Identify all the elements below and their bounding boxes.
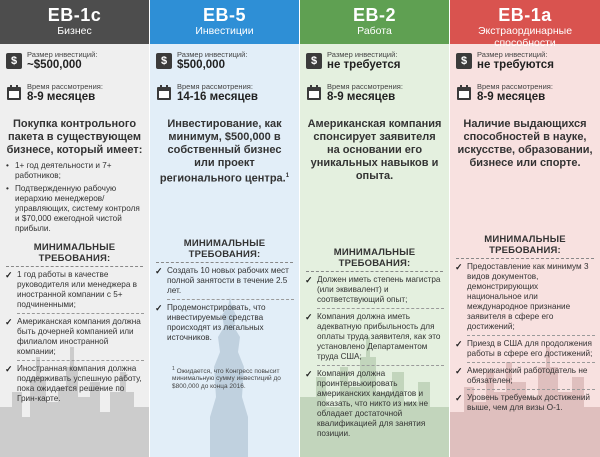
investment-value: ~$500,000 — [27, 59, 82, 71]
requirement-item: ✓ Создать 10 новых рабочих мест полной занятости в течение 2.5 лет. — [167, 266, 294, 300]
column-header — [450, 0, 600, 49]
requirement-item: ✓ Продемонстрировать, что инвестируемые средства происходят из легальных источников. — [155, 302, 266, 342]
dollar-icon: $ — [456, 53, 472, 69]
visa-subtitle: Экстраординарные способности — [477, 25, 573, 49]
review-time-label: Время рассмотрения: — [27, 82, 103, 91]
investment-info — [0, 50, 149, 80]
check-icon: ✓ — [155, 302, 163, 313]
requirements-list — [0, 267, 149, 407]
investment-value: $500,000 — [177, 59, 225, 71]
requirements-list — [300, 272, 449, 442]
requirement-item: ✓ Американский работодатель не обязателен; — [467, 366, 595, 390]
description-bullet: • 1+ год деятельности и 7+ работников; — [15, 161, 143, 181]
requirement-item: ✓ Приезд в США для продолжения работы в сфере его достижений; — [467, 339, 595, 363]
visa-code: EB-1a — [498, 5, 552, 25]
check-icon: ✓ — [455, 262, 463, 272]
visa-code: EB-2 — [352, 5, 396, 25]
review-time-info — [0, 82, 149, 110]
review-time-info — [450, 82, 600, 110]
requirement-item: ✓ Компания должна проинтервьюировать американских кандидатов и показать, что никто из них не обладает достаточной квалификацией для занятия позиции. — [305, 369, 429, 438]
visa-description: Покупка контрольного пакета в существующем бизнесе, который имеет: — [6, 118, 143, 156]
check-icon: ✓ — [305, 275, 313, 285]
visa-description: Американская компания спонсирует заявителя на основании его уникальных навыков и опыта. — [307, 118, 442, 182]
requirements-title: МИНИМАЛЬНЫЕ ТРЕБОВАНИЯ: — [6, 242, 143, 267]
check-icon: ✓ — [455, 393, 463, 403]
check-icon: ✓ — [5, 317, 13, 327]
requirement-item: ✓ Американская компания должна быть дочерней компанией или филиалом иностранной компании; — [17, 317, 144, 361]
dollar-icon: $ — [156, 53, 172, 69]
investment-info — [300, 50, 449, 80]
check-icon: ✓ — [5, 270, 13, 280]
review-time-info — [150, 82, 299, 110]
calendar-icon — [456, 85, 472, 101]
requirement-item: ✓ Уровень требуемых достижений выше, чем для визы O-1. — [455, 393, 590, 412]
column-eb1c — [0, 0, 150, 457]
check-icon: ✓ — [155, 265, 163, 276]
visa-code: EB-5 — [202, 5, 246, 25]
requirement-item: ✓ Предоставление как минимум 3 видов документов, демонстрирующих национальное или международное признание заявителя в сфере его достижений; — [467, 262, 595, 336]
investment-value: не требуется — [327, 59, 401, 71]
check-icon: ✓ — [305, 369, 313, 379]
description-bullets — [0, 161, 149, 234]
review-time-value: 14-16 месяцев — [177, 91, 258, 103]
investment-label: Размер инвестиций: — [27, 50, 98, 59]
review-time-info — [300, 82, 449, 110]
requirement-item: ✓ Иностранная компания должна поддерживать успешную работу, пока ожидается решение по Грин-карте. — [5, 364, 142, 403]
visa-description: Наличие выдающихся способностей в науке, искусстве, образовании, бизнесе или спорте. — [457, 118, 593, 169]
review-time-label: Время рассмотрения: — [177, 82, 253, 91]
investment-label: Размер инвестиций: — [327, 50, 398, 59]
visa-subtitle: Инвестиции — [195, 25, 254, 37]
column-eb1a — [450, 0, 600, 457]
calendar-icon — [306, 85, 322, 101]
column-header — [0, 0, 149, 44]
check-icon: ✓ — [5, 364, 13, 374]
investment-info — [450, 50, 600, 80]
requirements-list — [450, 259, 600, 416]
requirements-title: МИНИМАЛЬНЫЕ ТРЕБОВАНИЯ: — [456, 234, 594, 259]
investment-info — [150, 50, 299, 80]
requirement-item: ✓ 1 год работы в качестве руководителя или менеджера в иностранной компании с 5+ подчиненными; — [17, 270, 144, 314]
column-eb5 — [150, 0, 300, 457]
review-time-value: 8-9 месяцев — [27, 91, 96, 103]
footnote: $^1$ Ожидается, что Конгресс повысит минимальную сумму инвестиций до $800,000 до конца 2016. — [172, 365, 281, 390]
review-time-label: Время рассмотрения: — [327, 82, 403, 91]
review-time-value: 8-9 месяцев — [477, 91, 546, 103]
dollar-icon: $ — [6, 53, 22, 69]
requirements-title: МИНИМАЛЬНЫЕ ТРЕБОВАНИЯ: — [156, 238, 293, 263]
investment-value: не требуются — [477, 59, 554, 71]
requirements-title: МИНИМАЛЬНЫЕ ТРЕБОВАНИЯ: — [306, 247, 443, 272]
column-eb2 — [300, 0, 450, 457]
check-icon: ✓ — [305, 312, 313, 322]
visa-subtitle: Работа — [357, 25, 392, 37]
visa-description: Инвестирование, как минимум, $500,000 в собственный бизнес или проект регионального центра.$^1$ — [159, 118, 290, 185]
requirement-item: ✓ Должен иметь степень магистра (или эквивалент) и соответствующий опыт; — [317, 275, 444, 309]
column-header — [300, 0, 449, 44]
column-header — [150, 0, 299, 44]
check-icon: ✓ — [455, 339, 463, 349]
check-icon: ✓ — [455, 366, 463, 376]
requirement-item: ✓ Компания должна иметь адекватную прибыльность для оплаты труда заявителя, как это установлено Департаментом труда США; — [317, 312, 444, 366]
investment-label: Размер инвестиций: — [477, 50, 548, 59]
visa-code: EB-1c — [47, 5, 102, 25]
calendar-icon — [6, 85, 22, 101]
requirements-list — [150, 263, 299, 346]
review-time-label: Время рассмотрения: — [477, 82, 553, 91]
investment-label: Размер инвестиций: — [177, 50, 248, 59]
description-bullet: • Подтвержденную рабочую иерархию менеджеров/управляющих, систему контроля и $70,000 ежегодной чистой прибыли. — [15, 184, 143, 234]
footnote-marker: 1 — [285, 173, 290, 179]
visa-subtitle: Бизнес — [57, 25, 92, 37]
calendar-icon — [156, 85, 172, 101]
review-time-value: 8-9 месяцев — [327, 91, 396, 103]
dollar-icon: $ — [306, 53, 322, 69]
